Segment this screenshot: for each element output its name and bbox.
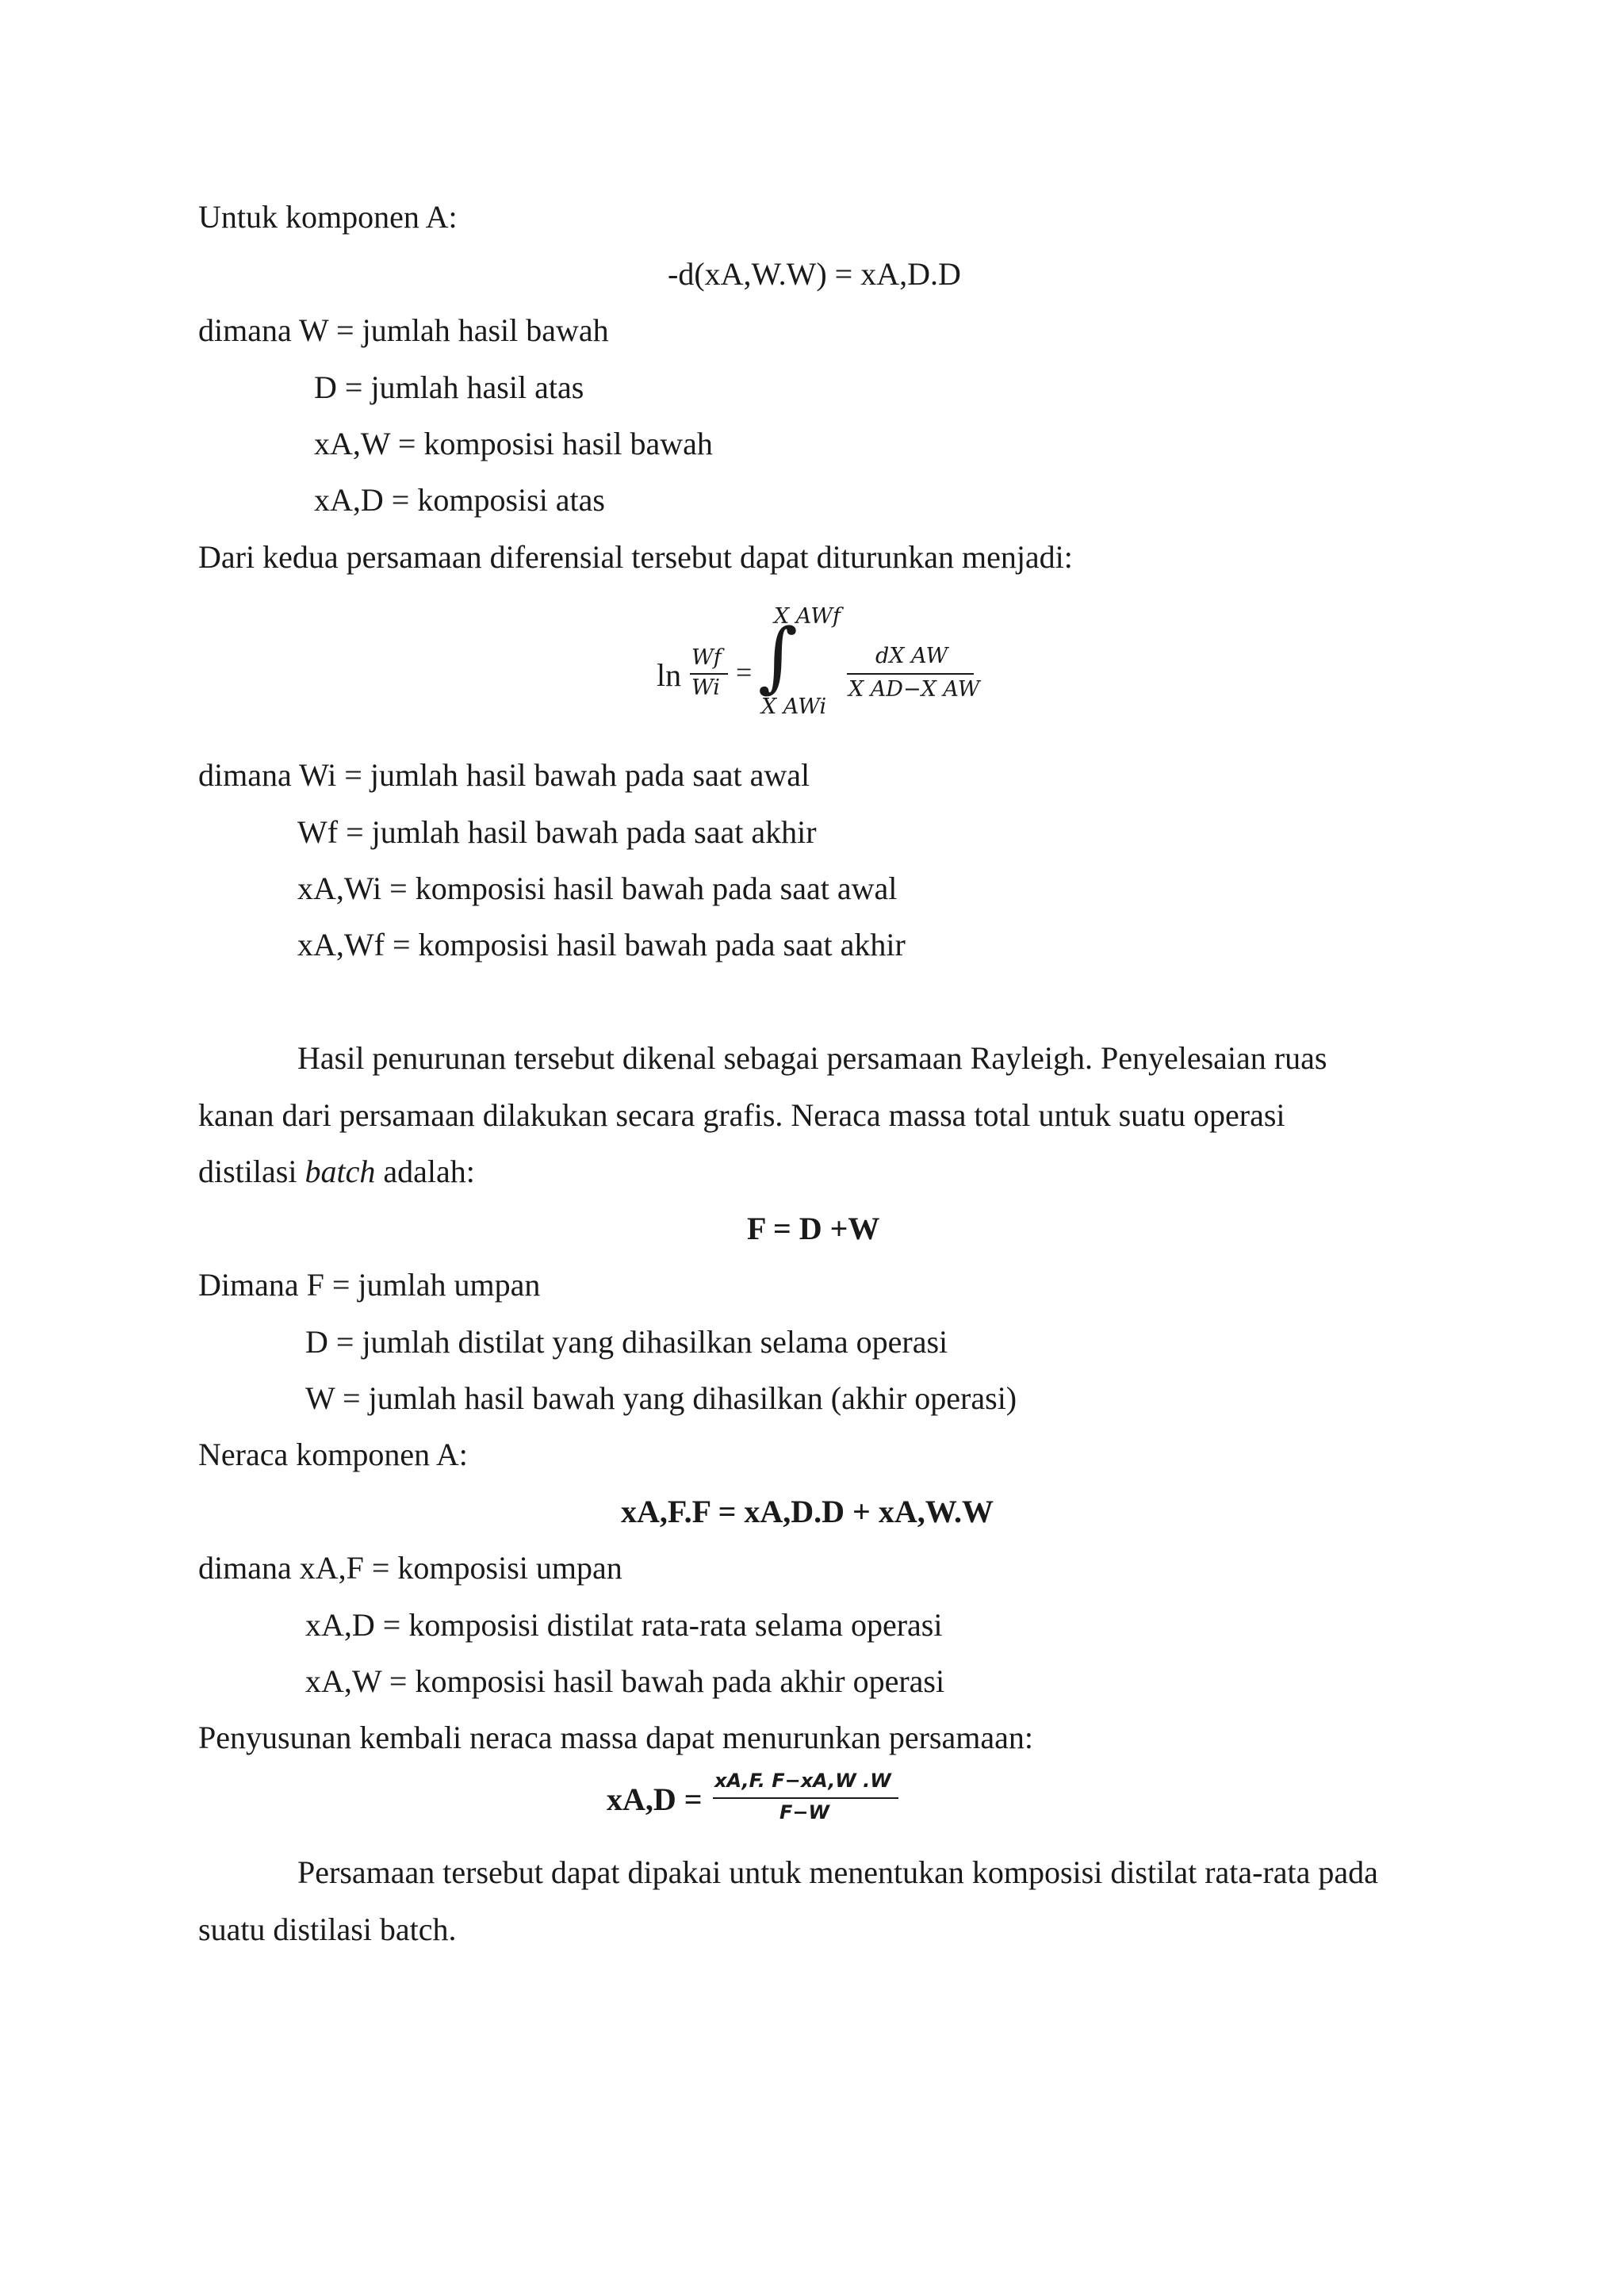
- definition-w-bottoms: W = jumlah hasil bawah yang dihasilkan (akhir operasi): [305, 1380, 1017, 1416]
- integrand-fraction-bar: [847, 673, 974, 675]
- xad-lhs: xA,D =: [607, 1781, 703, 1817]
- xad-fraction-bar: [713, 1797, 898, 1799]
- equals-sign: =: [736, 656, 753, 688]
- rayleigh-equation: [657, 603, 990, 729]
- neraca-komponen-heading: Neraca komponen A:: [198, 1437, 468, 1472]
- xad-numerator: xA,F. F−xA,W .W: [714, 1770, 891, 1792]
- integral-upper-limit: X AWf: [774, 604, 841, 629]
- definition-d: D = jumlah hasil atas: [314, 369, 584, 405]
- definition-xawf: xA,Wf = komposisi hasil bawah pada saat akhir: [297, 927, 906, 962]
- ln-symbol: ln: [657, 657, 682, 693]
- italic-term-batch: batch: [304, 1154, 376, 1189]
- definition-xaw-final: xA,W = komposisi hasil bawah pada akhir operasi: [305, 1663, 945, 1699]
- definition-wi: dimana Wi = jumlah hasil bawah pada saat awal: [198, 757, 810, 793]
- definition-w: dimana W = jumlah hasil bawah: [198, 312, 609, 348]
- integral-sign: ∫: [758, 612, 799, 701]
- definition-xad-average: xA,D = komposisi distilat rata-rata selama operasi: [305, 1607, 943, 1643]
- definition-xad: xA,D = komposisi atas: [314, 482, 605, 518]
- definition-xaw: xA,W = komposisi hasil bawah: [314, 426, 713, 461]
- equation-component-balance: xA,F.F = xA,D.D + xA,W.W: [621, 1494, 994, 1529]
- paragraph-closing-line-1: Persamaan tersebut dapat dipakai untuk menentukan komposisi distilat rata-rata pada: [297, 1854, 1378, 1890]
- definition-xaf: dimana xA,F = komposisi umpan: [198, 1550, 622, 1586]
- paragraph-text: adalah:: [375, 1154, 475, 1189]
- definition-f: Dimana F = jumlah umpan: [198, 1267, 541, 1303]
- integrand-denominator: X AD−X AW: [848, 677, 980, 702]
- integrand-numerator: dX AW: [875, 644, 948, 668]
- paragraph-text: distilasi: [198, 1154, 305, 1189]
- paragraph-rayleigh-line-3: [198, 1156, 475, 1188]
- xad-denominator: F−W: [779, 1801, 829, 1823]
- paragraph-rayleigh-line-2: kanan dari persamaan dilakukan secara grafis. Neraca massa total untuk suatu operasi: [198, 1097, 1285, 1133]
- definition-wf: Wf = jumlah hasil bawah pada saat akhir: [297, 814, 817, 850]
- xad-equation: [607, 1771, 908, 1843]
- derivation-intro: Dari kedua persamaan diferensial tersebut dapat diturunkan menjadi:: [198, 539, 1073, 575]
- ratio-fraction-bar: [690, 673, 728, 675]
- rearrange-intro: Penyusunan kembali neraca massa dapat menurunkan persamaan:: [198, 1720, 1033, 1755]
- equation-differential-balance: -d(xA,W.W) = xA,D.D: [668, 256, 961, 292]
- intro-component-a: Untuk komponen A:: [198, 199, 458, 235]
- ratio-numerator: Wf: [691, 645, 722, 670]
- paragraph-closing-line-2: suatu distilasi batch.: [198, 1911, 457, 1947]
- equation-total-mass-balance: F = D +W: [747, 1211, 880, 1246]
- ratio-denominator: Wi: [691, 675, 720, 700]
- paragraph-rayleigh-line-1: Hasil penurunan tersebut dikenal sebagai persamaan Rayleigh. Penyelesaian ruas: [297, 1040, 1327, 1076]
- integral-lower-limit: X AWi: [761, 695, 827, 719]
- definition-xawi: xA,Wi = komposisi hasil bawah pada saat awal: [297, 871, 898, 906]
- definition-d-distillate: D = jumlah distilat yang dihasilkan selama operasi: [305, 1324, 948, 1360]
